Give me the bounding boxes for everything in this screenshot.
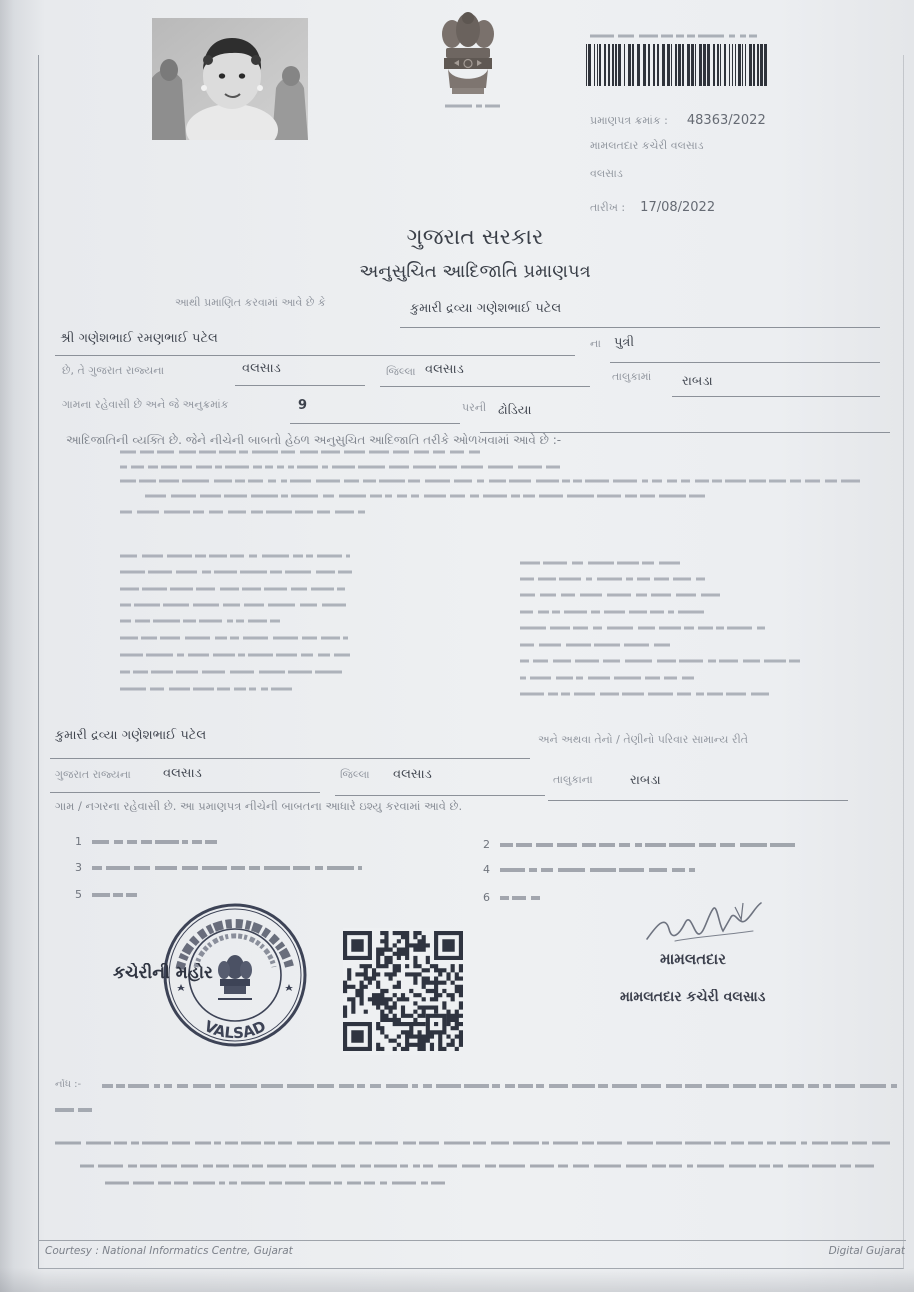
signatory-title: મામલતદાર: [660, 950, 726, 968]
father-name-underline: [55, 355, 575, 356]
applicant-name: કુમારી દ્રવ્યા ગણેશભાઈ પટેલ: [410, 301, 562, 316]
village-underline: [672, 396, 880, 397]
resident-district-label: જિલ્લા: [340, 768, 370, 781]
barcode: [586, 44, 771, 86]
issue-basis-text: ગામ / નગરના રહેવાસી છે. આ પ્રમાણપત્ર નીચેની બાબતના આધારે ઇશ્યુ કરવામાં આવે છે.: [55, 800, 463, 813]
government-title: ગુજરાત સરકાર: [406, 225, 544, 250]
place-underline: [235, 385, 365, 386]
issue-date: 17/08/2022: [640, 200, 716, 215]
district-underline: [380, 386, 590, 387]
on-label: પરની: [462, 401, 487, 414]
issuing-place: વલસાડ: [590, 167, 623, 180]
certificate-number-label: પ્રમાણપત્ર ક્રમાંક :: [590, 114, 668, 127]
certify-text: આથી પ્રમાણિત કરવામાં આવે છે કે: [175, 296, 326, 309]
document-item-number: 5: [75, 888, 82, 901]
serial-number-underline: [290, 423, 460, 424]
document-item-number: 6: [483, 891, 490, 904]
certificate-number: 48363/2022: [686, 113, 766, 128]
footer-courtesy: Courtesy : National Informatics Centre, Gujarat: [45, 1245, 293, 1257]
note-label: નોંધ :-: [55, 1079, 82, 1090]
applicant-name-underline: [400, 327, 880, 328]
barcode-caption-text: [590, 35, 757, 38]
resident-village: રાબડા: [630, 773, 661, 788]
applicant-photo: [152, 18, 308, 140]
resident-place-underline: [50, 792, 320, 793]
issue-date-label: તારીખ :: [590, 201, 626, 214]
village-value: રાબડા: [682, 374, 713, 389]
signature: [635, 895, 775, 955]
recognition-text: આદિજાતિની વ્યક્તિ છે. જેને નીચેની બાબતો હેઠળ અનુસુચિત આદિજાતિ તરીકે ઓળખવામાં આવે છે :-: [66, 433, 562, 447]
document-item-number: 4: [483, 863, 490, 876]
footer-divider: [38, 1240, 906, 1241]
footer-brand: Digital Gujarat: [828, 1245, 905, 1257]
qr-alignment-pattern: [426, 1014, 447, 1035]
qr-code: [343, 928, 463, 1055]
family-text: અને અથવા તેનો / તેણીનો પરિવાર સામાન્ય રીતે: [538, 733, 749, 746]
document-item-number: 1: [75, 835, 82, 848]
document-item-number: 3: [75, 861, 82, 874]
resident-taluka-label: તાલુકાના: [553, 773, 593, 786]
tribe-name: ઢોડિયા: [498, 403, 532, 418]
issue-date-line: [590, 196, 840, 216]
seal-caption: કચેરીની મહોર: [113, 963, 213, 983]
resident-name-underline: [50, 758, 530, 759]
national-emblem: [432, 4, 504, 104]
father-name: શ્રી ગણેશભાઈ રમણભાઈ પટેલ: [60, 331, 218, 346]
serial-number: 9: [298, 398, 308, 413]
certificate-title: અનુસુચિત આદિજાતિ પ્રમાણપત્ર: [359, 261, 591, 282]
relation-underline: [610, 362, 880, 363]
relation: પુત્રી: [614, 335, 635, 350]
place-value: વલસાડ: [242, 361, 281, 376]
district-label: જિલ્લા: [386, 365, 416, 378]
resident-district-underline: [335, 795, 545, 796]
resident-place: વલસાડ: [163, 766, 202, 781]
resident-district: વલસાડ: [393, 767, 432, 782]
signatory-office: મામલતદાર કચેરી વલસાડ: [620, 989, 766, 1005]
resident-text: ગામના રહેવાસી છે અને જે અનુક્રમાંક: [62, 398, 229, 411]
state-text: છે, તે ગુજરાત રાજ્યના: [62, 364, 165, 377]
issuing-office: મામલતદાર કચેરી વલસાડ: [590, 139, 704, 152]
relation-prefix: ના: [590, 337, 601, 350]
barcode-bars: [586, 44, 767, 86]
taluka-label: તાલુકામાં: [612, 370, 652, 383]
certificate-number-line: [590, 109, 890, 129]
district-value: વલસાડ: [425, 362, 464, 377]
seal-ring-text: VALSAD: [201, 1016, 269, 1043]
resident-state-label: ગુજરાત રાજ્યના: [55, 768, 131, 781]
document-item-number: 2: [483, 838, 490, 851]
resident-applicant-name: કુમારી દ્રવ્યા ગણેશભાઈ પટેલ: [55, 728, 207, 743]
